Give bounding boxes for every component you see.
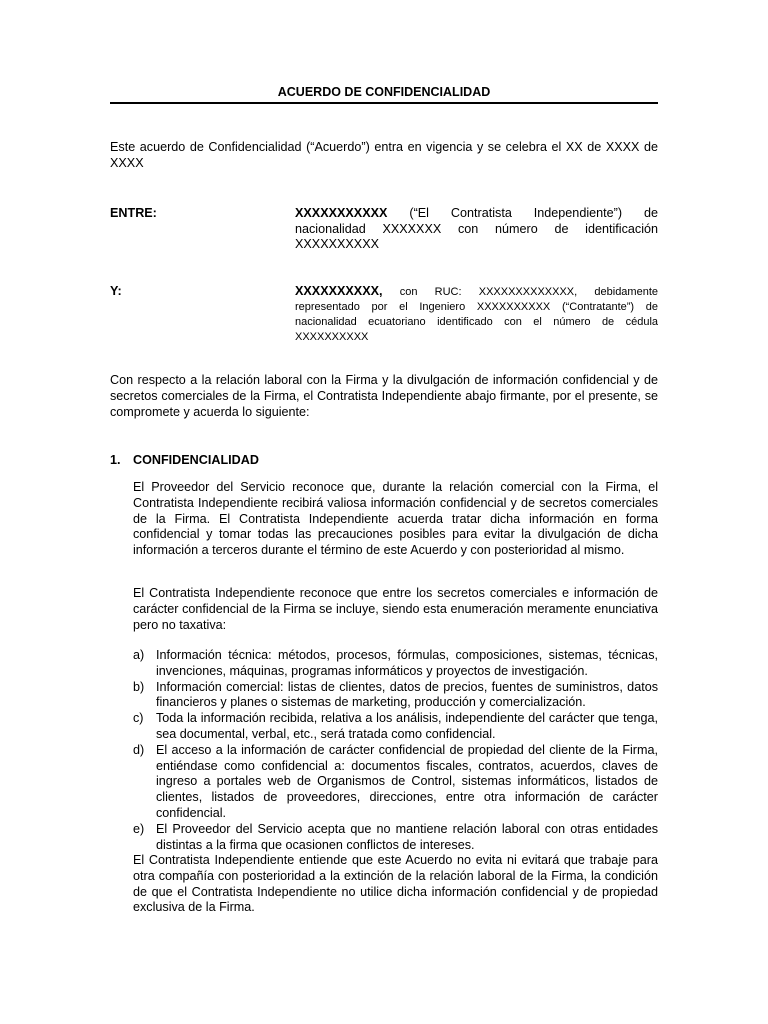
party-label-y: Y:	[110, 284, 122, 298]
preamble-paragraph: Con respecto a la relación laboral con la Firma y la divulgación de información confidencial y de secretos comerciales de la Firma, el Contratista Independiente abajo firmante, por el presente, se compromete y acuerda lo siguiente:	[110, 373, 658, 419]
list-item-text: Información técnica: métodos, procesos, fórmulas, composiciones, sistemas, técnicas, invenciones, máquinas, programas informáticos y proyectos de investigación.	[156, 648, 658, 678]
list-item	[133, 648, 658, 680]
title-underline	[110, 102, 658, 104]
party-details-y	[295, 284, 658, 345]
party-name: XXXXXXXXXXX	[295, 206, 388, 220]
section-paragraph-3: El Contratista Independiente entiende que este Acuerdo no evita ni evitará que trabaje para otra compañía con posterioridad a la extinción de la relación laboral de la Firma, la condición de que el Contratista Independiente no utilice dicha información confidencial y de propiedad exclusiva de la Firma.	[133, 853, 658, 915]
list-marker: d)	[133, 742, 145, 757]
list-marker: e)	[133, 821, 145, 836]
list-marker: b)	[133, 679, 145, 694]
document-title: ACUERDO DE CONFIDENCIALIDAD	[277, 85, 491, 99]
list-item	[133, 711, 658, 743]
party-description: con RUC: XXXXXXXXXXXXX, debidamente representado por el Ingeniero XXXXXXXXXX (“Contratante”) de nacionalidad ecuatoriano identificado con el número de cédula XXXXXXXXXX	[295, 286, 658, 343]
party-description: (“El Contratista Independiente”) de nacionalidad XXXXXXX con número de identificación XXXXXXXXXX	[295, 206, 658, 251]
section-paragraph-2: El Contratista Independiente reconoce que entre los secretos comerciales e información de carácter confidencial de la Firma se incluye, siendo esta enumeración meramente enunciativa pero no taxativa:	[133, 586, 658, 632]
list-item	[133, 680, 658, 712]
party-label-entre: ENTRE:	[110, 206, 157, 220]
section-title: CONFIDENCIALIDAD	[133, 453, 259, 467]
list-item-text: El acceso a la información de carácter confidencial de propiedad del cliente de la Firma, entiéndase como confidencial a: documentos fiscales, contratos, acuerdos, claves de ingreso a portales web de Organismos de Control, sistemas informáticos, listados de clientes, listados de proveedores, direcciones, entre otra información de carácter confidencial.	[156, 742, 658, 820]
party-name: XXXXXXXXXX,	[295, 284, 383, 298]
intro-paragraph: Este acuerdo de Confidencialidad (“Acuerdo”) entra en vigencia y se celebra el XX de XXXX de XXXX	[110, 140, 658, 170]
list-item	[133, 743, 658, 822]
list-marker: c)	[133, 711, 144, 726]
list-item-text: Información comercial: listas de clientes, datos de precios, fuentes de suministros, datos financieros y planes o sistemas de marketing, producción y comercialización.	[156, 679, 658, 710]
list-item	[133, 822, 658, 854]
party-details-entre	[295, 206, 658, 253]
section-number: 1.	[110, 453, 121, 467]
list-marker: a)	[133, 648, 145, 662]
confidential-items-list	[133, 648, 658, 853]
list-item-text: Toda la información recibida, relativa a los análisis, independiente del carácter que tenga, sea documental, verbal, etc., será tratada como confidencial.	[156, 711, 658, 741]
section-paragraph-1: El Proveedor del Servicio reconoce que, durante la relación comercial con la Firma, el Contratista Independiente recibirá valiosa información confidencial y de secretos comerciales de la Firma. El Contratista Independiente acuerda tratar dicha información en forma confidencial y tomar todas las precauciones posibles para evitar la divulgación de dicha información a terceros durante el término de este Acuerdo y con posterioridad al mismo.	[133, 480, 658, 558]
list-item-text: El Proveedor del Servicio acepta que no mantiene relación laboral con otras entidades distintas a la firma que ocasionen conflictos de intereses.	[156, 821, 658, 852]
